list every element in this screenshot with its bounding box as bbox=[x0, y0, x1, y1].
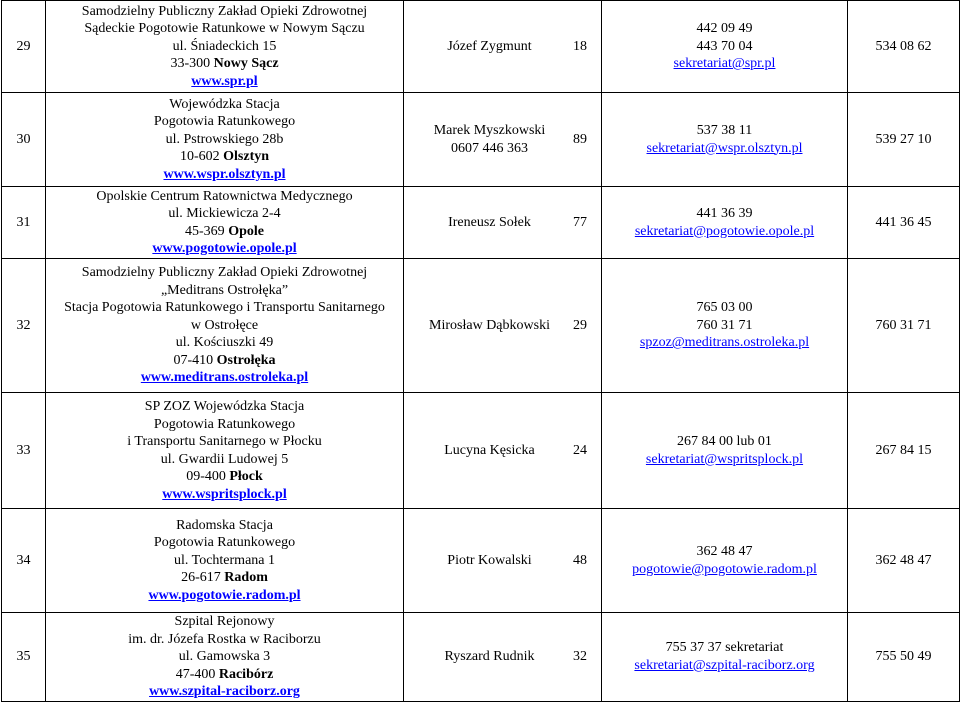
org-line: w Ostrołęce bbox=[190, 317, 259, 333]
row-number: 33 bbox=[2, 393, 46, 509]
table-row bbox=[2, 93, 960, 187]
manager-name-block bbox=[406, 648, 573, 666]
organization-cell bbox=[46, 93, 404, 187]
row-number: 35 bbox=[2, 613, 46, 702]
table-body bbox=[2, 1, 960, 702]
city: Racibórz bbox=[218, 666, 274, 682]
manager-cell bbox=[404, 93, 602, 187]
fax-cell: 760 31 71 bbox=[848, 259, 960, 393]
manager-wrap bbox=[406, 214, 599, 232]
phone-number: 760 31 71 bbox=[696, 317, 753, 333]
manager-name: Lucyna Kęsicka bbox=[444, 442, 535, 458]
manager-name-block bbox=[406, 122, 573, 157]
postal-code: 09-400 bbox=[186, 469, 226, 484]
org-line: „Meditrans Ostrołęka” bbox=[160, 282, 289, 298]
org-line: ul. Mickiewicza 2-4 bbox=[168, 206, 281, 221]
phone-number: 442 09 49 bbox=[696, 21, 753, 37]
email-link[interactable]: pogotowie@pogotowie.radom.pl bbox=[632, 561, 817, 577]
website-link[interactable]: www.wspritsplock.pl bbox=[162, 486, 287, 502]
org-line: ul. Śniadeckich 15 bbox=[172, 38, 277, 54]
org-line: ul. Kościuszki 49 bbox=[175, 335, 274, 351]
staff-count: 89 bbox=[573, 131, 587, 147]
contact-cell bbox=[602, 93, 848, 187]
city: Ostrołęka bbox=[216, 352, 276, 368]
phone-number: 443 70 04 bbox=[696, 38, 753, 54]
manager-cell bbox=[404, 187, 602, 259]
organization-cell bbox=[46, 259, 404, 393]
contact-cell bbox=[602, 613, 848, 702]
email-link[interactable]: sekretariat@wspritsplock.pl bbox=[645, 451, 804, 467]
postal-code: 47-400 bbox=[175, 666, 216, 682]
manager-cell bbox=[404, 259, 602, 393]
manager-wrap bbox=[406, 38, 599, 56]
email-link[interactable]: sekretariat@szpital-raciborz.org bbox=[634, 657, 815, 673]
contact-cell bbox=[602, 509, 848, 613]
organization-cell bbox=[46, 613, 404, 702]
city: Nowy Sącz bbox=[213, 56, 279, 72]
manager-wrap bbox=[406, 442, 599, 460]
manager-wrap bbox=[406, 552, 599, 570]
phone-number: 765 03 00 bbox=[696, 300, 753, 316]
manager-name: Mirosław Dąbkowski bbox=[429, 317, 550, 333]
organization-cell bbox=[46, 187, 404, 259]
phone-number: 755 37 37 sekretariat bbox=[665, 640, 784, 656]
row-number: 31 bbox=[2, 187, 46, 259]
staff-count: 77 bbox=[573, 214, 587, 230]
fax-cell: 539 27 10 bbox=[848, 93, 960, 187]
org-line: Stacja Pogotowia Ratunkowego i Transportu Sanitarnego bbox=[64, 300, 385, 316]
manager-name-block bbox=[406, 317, 573, 335]
manager-wrap bbox=[406, 122, 599, 157]
email-link[interactable]: sekretariat@wspr.olsztyn.pl bbox=[646, 140, 803, 156]
manager-name-block bbox=[406, 214, 573, 232]
staff-count: 24 bbox=[573, 442, 587, 458]
email-link[interactable]: sekretariat@spr.pl bbox=[673, 56, 776, 72]
manager-name-block bbox=[406, 552, 573, 570]
postal-city-line bbox=[48, 569, 401, 587]
table-row bbox=[2, 393, 960, 509]
city: Radom bbox=[224, 570, 268, 586]
org-line: ul. Pstrowskiego 28b bbox=[165, 131, 284, 147]
row-number: 30 bbox=[2, 93, 46, 187]
table-row bbox=[2, 613, 960, 702]
phone-number: 441 36 39 bbox=[696, 206, 753, 221]
manager-name: Ryszard Rudnik bbox=[444, 649, 535, 664]
fax-cell: 534 08 62 bbox=[848, 1, 960, 93]
org-line: Pogotowia Ratunkowego bbox=[153, 416, 296, 432]
contacts-table bbox=[1, 0, 960, 702]
manager-cell bbox=[404, 509, 602, 613]
website-link[interactable]: www.meditrans.ostroleka.pl bbox=[140, 370, 309, 386]
city: Płock bbox=[229, 469, 263, 484]
org-line: Pogotowia Ratunkowego bbox=[153, 114, 296, 130]
manager-cell bbox=[404, 393, 602, 509]
postal-city-line bbox=[48, 55, 401, 73]
org-line: Samodzielny Publiczny Zakład Opieki Zdrowotnej bbox=[81, 265, 368, 281]
org-line: Radomska Stacja bbox=[176, 517, 273, 533]
table-row bbox=[2, 187, 960, 259]
organization-cell bbox=[46, 393, 404, 509]
row-number: 29 bbox=[2, 1, 46, 93]
org-line: ul. Gamowska 3 bbox=[178, 649, 271, 664]
contact-cell bbox=[602, 393, 848, 509]
website-link[interactable]: www.pogotowie.opole.pl bbox=[152, 241, 297, 256]
email-link[interactable]: sekretariat@pogotowie.opole.pl bbox=[634, 223, 815, 239]
org-line: ul. Gwardii Ludowej 5 bbox=[160, 451, 289, 467]
postal-city-line bbox=[48, 223, 401, 241]
manager-name-block bbox=[406, 442, 573, 460]
email-link[interactable]: spzoz@meditrans.ostroleka.pl bbox=[639, 335, 810, 351]
postal-code: 07-410 bbox=[173, 352, 214, 368]
organization-cell bbox=[46, 1, 404, 93]
contact-cell bbox=[602, 1, 848, 93]
staff-count: 48 bbox=[573, 552, 587, 568]
staff-count: 18 bbox=[573, 38, 587, 54]
org-line: Szpital Rejonowy bbox=[174, 614, 275, 629]
manager-wrap bbox=[406, 648, 599, 666]
manager-cell bbox=[404, 1, 602, 93]
postal-code: 45-369 bbox=[185, 223, 225, 239]
org-line: Opolskie Centrum Ratownictwa Medycznego bbox=[96, 188, 353, 204]
org-line: SP ZOZ Wojewódzka Stacja bbox=[144, 399, 305, 414]
org-line: Wojewódzka Stacja bbox=[169, 96, 280, 112]
phone-number: 362 48 47 bbox=[696, 544, 753, 559]
website-link[interactable]: www.wspr.olsztyn.pl bbox=[163, 166, 286, 182]
manager-name: Piotr Kowalski bbox=[447, 552, 532, 568]
postal-code: 10-602 bbox=[179, 149, 220, 165]
row-number: 34 bbox=[2, 509, 46, 613]
postal-city-line bbox=[48, 148, 401, 166]
website-link[interactable]: www.szpital-raciborz.org bbox=[149, 684, 300, 699]
fax-cell: 441 36 45 bbox=[848, 187, 960, 259]
website-link[interactable]: www.spr.pl bbox=[191, 73, 258, 89]
org-line: Sądeckie Pogotowie Ratunkowe w Nowym Sączu bbox=[84, 21, 365, 37]
postal-code: 26-617 bbox=[181, 570, 221, 586]
organization-cell bbox=[46, 509, 404, 613]
manager-wrap bbox=[406, 317, 599, 335]
phone-number: 267 84 00 lub 01 bbox=[677, 434, 772, 449]
contact-cell bbox=[602, 187, 848, 259]
fax-cell: 755 50 49 bbox=[848, 613, 960, 702]
manager-name: Józef Zygmunt bbox=[447, 38, 532, 54]
row-number: 32 bbox=[2, 259, 46, 393]
manager-name: Ireneusz Sołek bbox=[448, 214, 531, 230]
table-row bbox=[2, 509, 960, 613]
manager-name-block bbox=[406, 38, 573, 56]
org-line: Samodzielny Publiczny Zakład Opieki Zdrowotnej bbox=[81, 3, 368, 19]
manager-phone: 0607 446 363 bbox=[451, 140, 528, 156]
postal-city-line bbox=[48, 468, 401, 486]
staff-count: 32 bbox=[573, 649, 587, 664]
contact-cell bbox=[602, 259, 848, 393]
website-link[interactable]: www.pogotowie.radom.pl bbox=[148, 587, 301, 603]
city: Opole bbox=[228, 223, 264, 239]
fax-cell: 267 84 15 bbox=[848, 393, 960, 509]
org-line: i Transportu Sanitarnego w Płocku bbox=[127, 434, 322, 449]
org-line: Pogotowia Ratunkowego bbox=[153, 535, 296, 551]
fax-cell: 362 48 47 bbox=[848, 509, 960, 613]
manager-name: Marek Myszkowski bbox=[433, 123, 546, 138]
manager-cell bbox=[404, 613, 602, 702]
staff-count: 29 bbox=[573, 317, 587, 333]
org-line: ul. Tochtermana 1 bbox=[173, 552, 275, 568]
postal-city-line bbox=[48, 666, 401, 684]
postal-city-line bbox=[48, 352, 401, 370]
postal-code: 33-300 bbox=[170, 56, 211, 72]
phone-number: 537 38 11 bbox=[696, 123, 753, 138]
org-line: im. dr. Józefa Rostka w Raciborzu bbox=[128, 631, 321, 647]
table-row bbox=[2, 259, 960, 393]
table-row bbox=[2, 1, 960, 93]
city: Olsztyn bbox=[223, 149, 270, 165]
